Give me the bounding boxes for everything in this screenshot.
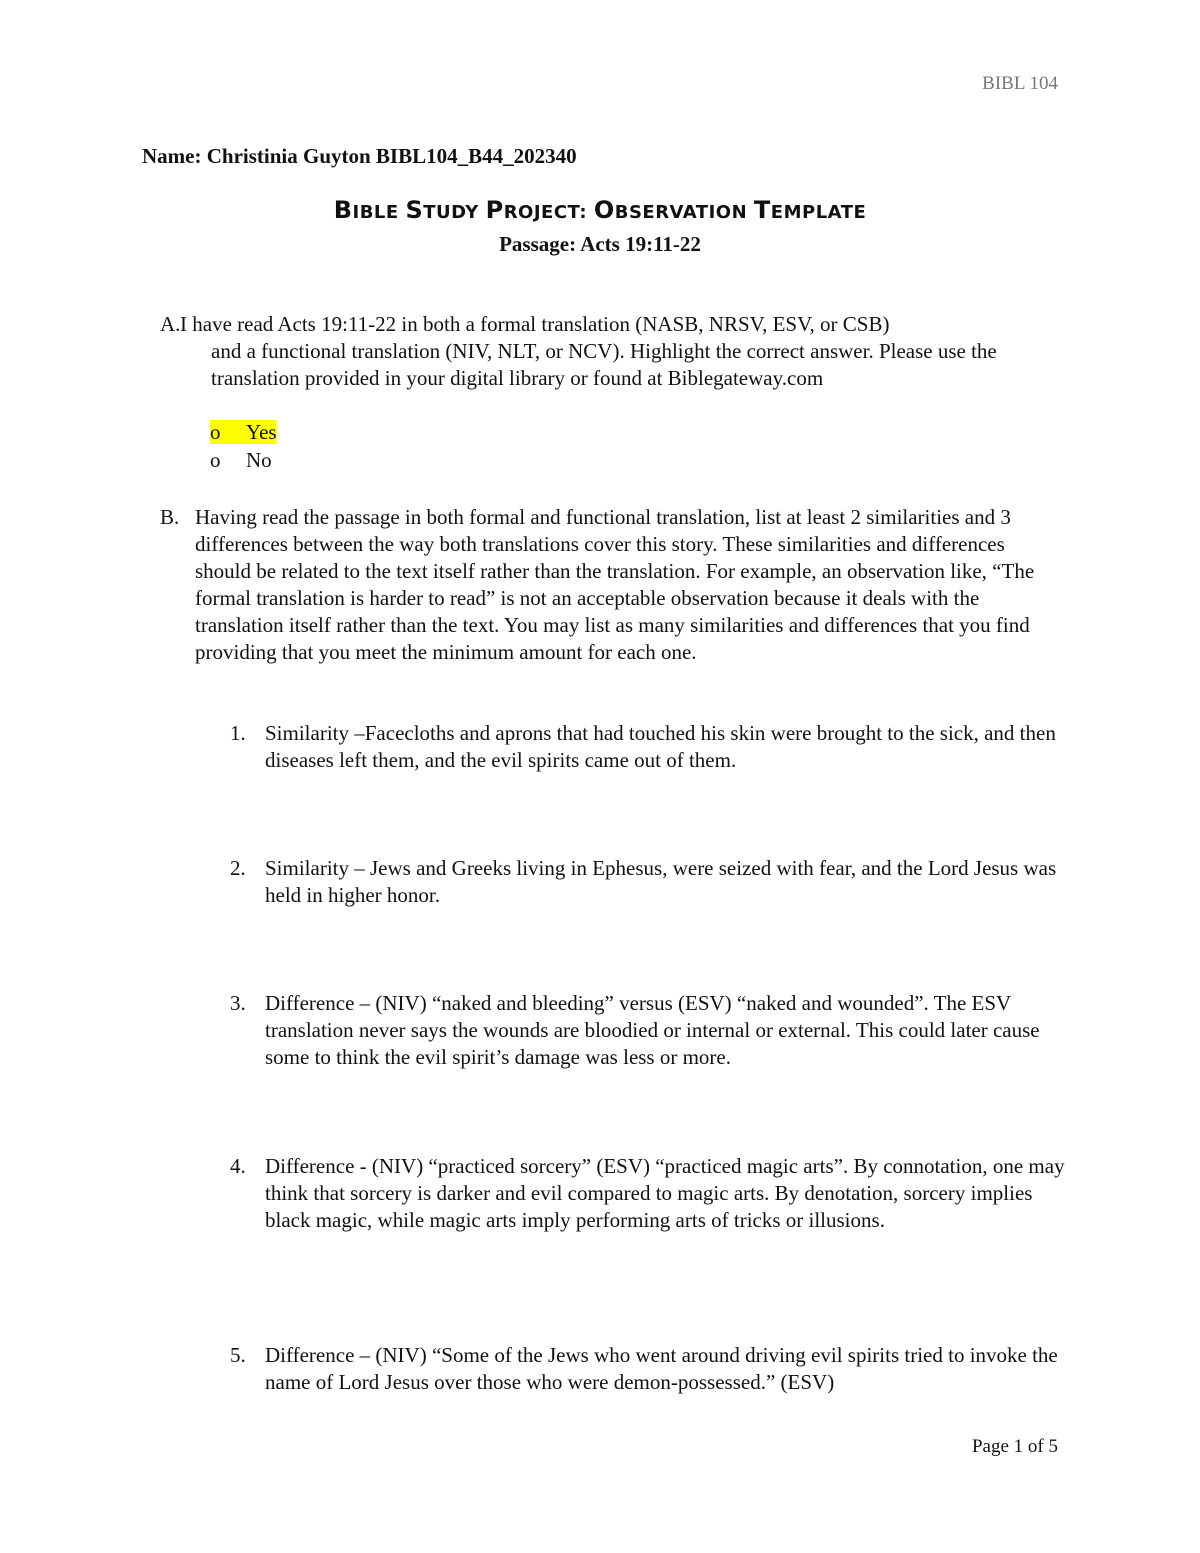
list-item-number: 5.	[230, 1343, 246, 1367]
title-rest-tudy: TUDY	[423, 202, 486, 223]
title-cap-t: T	[753, 196, 771, 224]
option-no-label: No	[246, 448, 272, 472]
list-item-text: Difference – (NIV) “naked and bleeding” versus (ESV) “naked and wounded”. The ESV translation never says the wounds are bloodied or internal or external. This could later cause some to think the evil spirit’s damage was less or more.	[265, 991, 1040, 1069]
section-b-instructions: Having read the passage in both formal and functional translation, list at least 2 similarities and 3 differences between the way both translations cover this story. These similarities and differences should be related to the text itself rather than the translation. For example, an observation like, “The formal translation is harder to read” is not an acceptable observation because it deals with the translation itself rather than the text. You may list as many similarities and differences that you find providing that you meet the minimum amount for each one.	[195, 505, 1035, 664]
title-cap-s: S	[405, 196, 424, 224]
section-b	[160, 504, 1080, 694]
title-rest-ible: IBLE	[352, 202, 406, 223]
section-a-continuation: and a functional translation (NIV, NLT, or NCV). Highlight the correct answer. Please use the translation provided in your digital library or found at Biblegateway.com	[211, 339, 997, 390]
option-yes-label: Yes	[246, 420, 277, 444]
title-rest-emplate: EMPLATE	[770, 202, 867, 223]
answer-options	[210, 419, 277, 475]
title-cap-o: O	[593, 196, 615, 224]
list-item-text: Difference – (NIV) “Some of the Jews who went around driving evil spirits tried to invoke the name of Lord Jesus over those who were demon-possessed.” (ESV)	[265, 1343, 1058, 1394]
section-a	[160, 311, 1080, 390]
page-number: Page 1 of 5	[971, 1436, 1058, 1457]
list-item-number: 1.	[230, 721, 246, 745]
list-item-number: 2.	[230, 856, 246, 880]
title-rest-bservation: BSERVATION	[614, 202, 754, 223]
student-name-line: Name: Christinia Guyton BIBL104_B44_202340	[142, 144, 577, 168]
section-b-label: B.	[160, 505, 180, 529]
list-item-text: Similarity – Jews and Greeks living in Ephesus, were seized with fear, and the Lord Jesus was held in higher honor.	[265, 856, 1057, 907]
section-a-first-line: I have read Acts 19:11-22 in both a formal translation (NASB, NRSV, ESV, or CSB)	[180, 312, 890, 336]
section-a-label: A.	[160, 312, 181, 336]
list-item-number: 4.	[230, 1154, 246, 1178]
option-no[interactable]	[210, 447, 277, 475]
passage-reference: Passage: Acts 19:11-22	[499, 232, 701, 256]
option-yes-bullet: o	[210, 420, 221, 444]
list-item-number: 3.	[230, 991, 246, 1015]
list-item-text: Similarity –Facecloths and aprons that had touched his skin were brought to the sick, and then diseases left them, and the evil spirits came out of them.	[265, 721, 1056, 772]
list-item-text: Difference - (NIV) “practiced sorcery” (ESV) “practiced magic arts”. By connotation, one may think that sorcery is darker and evil compared to magic arts. By denotation, sorcery implies black magic, while magic arts imply performing arts of tricks or illusions.	[265, 1154, 1065, 1232]
header-course-code: BIBL 104	[982, 73, 1058, 94]
title-cap-b: B	[333, 196, 353, 224]
title-rest-roject: ROJECT:	[503, 202, 594, 223]
document-title	[0, 197, 1200, 226]
option-no-bullet: o	[210, 448, 221, 472]
option-yes[interactable]	[210, 419, 277, 447]
title-cap-p: P	[485, 196, 504, 224]
